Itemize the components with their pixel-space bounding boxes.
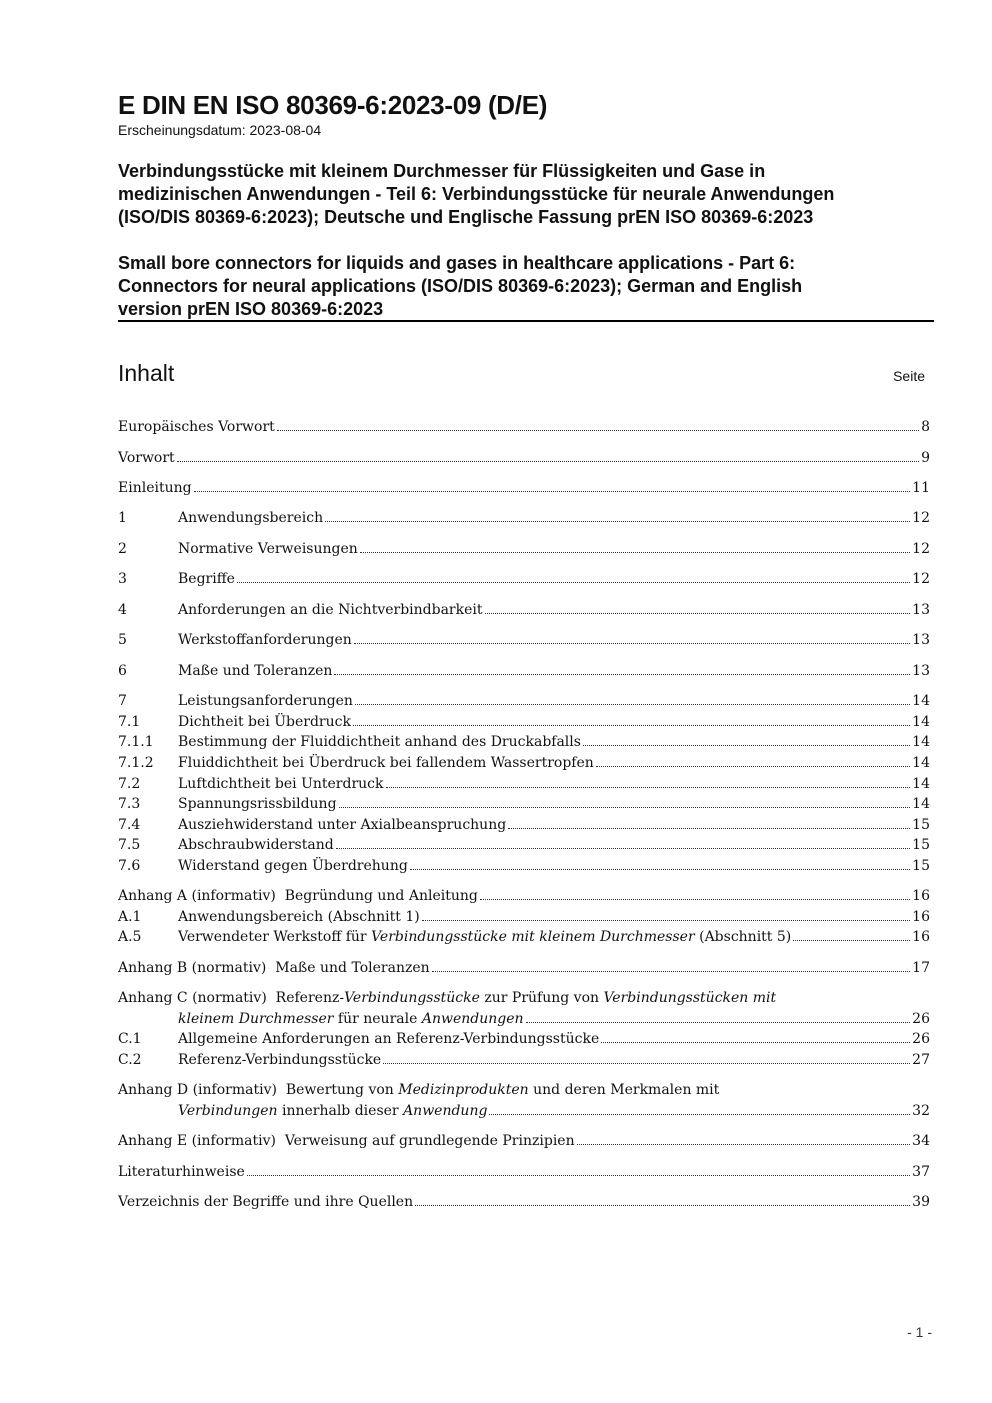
toc-entry-title (178, 1010, 524, 1028)
toc-entry-title: Normative Verweisungen (178, 541, 358, 557)
toc-entry-number: 2 (118, 541, 127, 557)
toc-leader-dots (277, 429, 919, 431)
toc-entry-title: Fluiddichtheit bei Überdruck bei fallendem Wassertropfen (178, 755, 594, 771)
toc-entry[interactable] (118, 836, 930, 854)
toc-leader-dots (360, 551, 910, 553)
toc-entry-page: 16 (912, 909, 930, 925)
toc-entry-title: Dichtheit bei Überdruck (178, 714, 351, 730)
toc-leader-dots (508, 827, 910, 829)
toc-entry[interactable] (118, 631, 930, 649)
toc-entry-number: 7.1.2 (118, 755, 154, 771)
toc-leader-dots (793, 939, 910, 941)
toc-leader-dots (526, 1021, 911, 1023)
toc-entry-page: 14 (912, 734, 930, 750)
toc-entry[interactable] (118, 479, 930, 497)
toc-entry-title: Einleitung (118, 480, 192, 496)
toc-entry-title: Widerstand gegen Überdrehung (178, 858, 408, 874)
toc-entry-page: 14 (912, 796, 930, 812)
toc-leader-dots (383, 1062, 910, 1064)
title-german-line: medizinischen Anwendungen - Teil 6: Verbindungsstücke für neurale Anwendungen (118, 184, 835, 204)
toc-leader-dots (583, 744, 910, 746)
toc-entry-number: 5 (118, 632, 127, 648)
toc-entry-title-part: innerhalb dieser (277, 1103, 404, 1119)
toc-entry[interactable] (118, 1132, 930, 1150)
toc-entry[interactable] (118, 692, 930, 710)
toc-leader-dots (386, 786, 911, 788)
toc-entry[interactable] (118, 908, 930, 926)
toc-entry-title-part: zur Prüfung von (479, 990, 604, 1006)
toc-entry-line2[interactable] (178, 1102, 930, 1120)
toc-entry-title-part: für neurale (333, 1011, 422, 1027)
toc-entry-title: Allgemeine Anforderungen an Referenz-Verbindungsstücke (178, 1031, 600, 1047)
toc-leader-dots (410, 868, 910, 870)
toc-leader-dots (177, 460, 919, 462)
toc-entry-number: 7.5 (118, 837, 141, 853)
toc-entry-number: 6 (118, 663, 127, 679)
toc-leader-dots (247, 1174, 910, 1176)
toc-entry[interactable] (118, 795, 930, 813)
toc-entry-number: 7.3 (118, 796, 141, 812)
toc-leader-dots (415, 1204, 910, 1206)
toc-leader-dots (353, 724, 910, 726)
toc-entry-page: 15 (912, 858, 930, 874)
toc-entry-title-italic: Verbindungsstücke mit kleinem Durchmesser (371, 929, 695, 945)
page-number: - 1 - (907, 1324, 932, 1340)
toc-leader-dots (339, 806, 911, 808)
toc-leader-dots (354, 642, 910, 644)
toc-entry-title: Literaturhinweise (118, 1164, 245, 1180)
title-english (118, 252, 938, 321)
toc-leader-dots (422, 919, 910, 921)
title-german-line: (ISO/DIS 80369-6:2023); Deutsche und Englische Fassung prEN ISO 80369-6:2023 (118, 207, 814, 227)
toc-entry-page: 12 (912, 571, 930, 587)
toc-entry-title: Maße und Toleranzen (178, 663, 333, 679)
toc-entry-page: 12 (912, 541, 930, 557)
toc-entry[interactable] (118, 509, 930, 527)
toc-leader-dots (336, 847, 911, 849)
toc-entry-page: 26 (912, 1031, 930, 1047)
toc-entry-title: Abschraubwiderstand (178, 837, 334, 853)
toc-entry[interactable] (118, 1193, 930, 1211)
title-german-line: Verbindungsstücke mit kleinem Durchmesser für Flüssigkeiten und Gase in (118, 161, 766, 181)
toc-leader-dots (489, 1113, 910, 1115)
toc-entry-page: 15 (912, 837, 930, 853)
toc-entry-page: 17 (912, 960, 930, 976)
toc-leader-dots (194, 490, 911, 492)
document-id: E DIN EN ISO 80369-6:2023-09 (D/E) (118, 90, 548, 120)
title-german (118, 160, 938, 229)
toc-entry-title: Verzeichnis der Begriffe und ihre Quellen (118, 1194, 414, 1210)
toc-entry[interactable] (118, 1030, 930, 1048)
toc-entry-number: 7.2 (118, 776, 141, 792)
toc-entry[interactable] (118, 540, 930, 558)
toc-entry-title: Werkstoffanforderungen (178, 632, 352, 648)
toc-entry-number: 7.4 (118, 817, 141, 833)
toc-entry-title: Referenz-Verbindungsstücke (178, 1052, 382, 1068)
toc-leader-dots (480, 898, 910, 900)
toc-entry[interactable] (118, 449, 930, 467)
toc-entry-title: Anhang A (informativ) Begründung und Anleitung (118, 888, 478, 904)
toc-entry-title: Spannungsrissbildung (178, 796, 337, 812)
toc-entry-page: 13 (912, 632, 930, 648)
toc-entry-page: 13 (912, 602, 930, 618)
toc-page-column-label: Seite (893, 368, 925, 384)
toc-entry-title-italic: Verbindungsstücke (344, 990, 480, 1006)
toc-leader-dots (237, 581, 910, 583)
toc-entry-title: Leistungsanforderungen (178, 693, 353, 709)
toc-entry-title: Begriffe (178, 571, 235, 587)
toc-entry-title-part: Anhang D (informativ) Bewertung von (118, 1082, 399, 1098)
toc-entry-number: 4 (118, 602, 127, 618)
toc-entry[interactable] (118, 816, 930, 834)
toc-entry-page: 27 (912, 1052, 930, 1068)
toc-heading: Inhalt (118, 360, 175, 386)
title-english-line: Connectors for neural applications (ISO/DIS 80369-6:2023); German and English (118, 276, 803, 296)
toc-entry-number: A.1 (118, 909, 142, 925)
toc-entry-title-italic: kleinem Durchmesser (178, 1011, 334, 1027)
title-divider (118, 320, 934, 322)
toc-entry[interactable] (118, 1163, 930, 1181)
toc-entry[interactable] (118, 887, 930, 905)
toc-entry-line1[interactable] (118, 1081, 719, 1099)
toc-entry-title: Luftdichtheit bei Unterdruck (178, 776, 384, 792)
toc-leader-dots (601, 1041, 910, 1043)
toc-entry[interactable] (118, 754, 930, 772)
toc-entry-page: 39 (912, 1194, 930, 1210)
toc-entry-title (178, 1102, 487, 1120)
title-english-line: version prEN ISO 80369-6:2023 (118, 299, 384, 319)
toc-entry-page: 14 (912, 693, 930, 709)
toc-entry-number: C.2 (118, 1052, 142, 1068)
toc-entry-page: 37 (912, 1164, 930, 1180)
toc-leader-dots (596, 765, 910, 767)
toc-entry-title-italic: Verbindungen (178, 1103, 278, 1119)
toc-entry-page: 34 (912, 1133, 930, 1149)
toc-entry-number: 3 (118, 571, 127, 587)
toc-entry-number: 7.1.1 (118, 734, 154, 750)
toc-leader-dots (355, 703, 910, 705)
toc-entry-title-part: (Abschnitt 5) (694, 929, 792, 945)
toc-entry-title-part: Verwendeter Werkstoff für (178, 929, 372, 945)
toc-entry[interactable] (118, 601, 930, 619)
toc-leader-dots (577, 1143, 911, 1145)
toc-entry-page: 8 (921, 419, 930, 435)
toc-entry-title-part: und deren Merkmalen mit (528, 1082, 720, 1098)
toc-entry[interactable] (118, 733, 930, 751)
toc-entry-page: 14 (912, 776, 930, 792)
toc-entry-title: Europäisches Vorwort (118, 419, 275, 435)
toc-entry-page: 9 (921, 450, 930, 466)
toc-leader-dots (325, 520, 910, 522)
toc-entry-page: 14 (912, 714, 930, 730)
toc-entry-page: 26 (912, 1011, 930, 1027)
toc-entry-number: 7.1 (118, 714, 141, 730)
publication-date: Erscheinungsdatum: 2023-08-04 (118, 122, 322, 138)
toc-entry-line2[interactable] (178, 1010, 930, 1028)
toc-entry-title-italic: Verbindungsstücken mit (603, 990, 777, 1006)
toc-entry[interactable] (118, 857, 930, 875)
toc-entry-page: 15 (912, 817, 930, 833)
toc-entry-title: Anhang E (informativ) Verweisung auf grundlegende Prinzipien (118, 1133, 575, 1149)
toc-entry[interactable] (118, 713, 930, 731)
toc-entry-title-italic: Medizinprodukten (398, 1082, 529, 1098)
toc-entry-page: 14 (912, 755, 930, 771)
toc-entry-title: Vorwort (118, 450, 175, 466)
toc-entry-title-italic: Anwendung (403, 1103, 488, 1119)
toc-entry[interactable] (118, 570, 930, 588)
toc-entry-title: Anhang B (normativ) Maße und Toleranzen (118, 960, 430, 976)
title-english-line: Small bore connectors for liquids and gases in healthcare applications - Part 6: (118, 253, 796, 273)
toc-entry-line1[interactable] (118, 989, 776, 1007)
toc-entry-title: Anforderungen an die Nichtverbindbarkeit (178, 602, 483, 618)
toc-entry-title: Anwendungsbereich (Abschnitt 1) (178, 909, 420, 925)
toc-entry[interactable] (118, 775, 930, 793)
toc-entry[interactable] (118, 959, 930, 977)
toc-entry[interactable] (118, 418, 930, 436)
toc-entry-page: 16 (912, 888, 930, 904)
toc-entry-title: Anwendungsbereich (178, 510, 324, 526)
toc-entry-title-part: Anhang C (normativ) Referenz- (118, 990, 345, 1006)
toc-entry-title: Bestimmung der Fluiddichtheit anhand des Druckabfalls (178, 734, 581, 750)
toc-entry[interactable] (118, 928, 930, 946)
toc-entry-page: 32 (912, 1103, 930, 1119)
toc-entry-number: C.1 (118, 1031, 142, 1047)
toc-entry-page: 12 (912, 510, 930, 526)
toc-entry-page: 16 (912, 929, 930, 945)
toc-entry-page: 11 (912, 480, 930, 496)
toc-entry-title (178, 928, 791, 946)
toc-leader-dots (485, 612, 911, 614)
toc-entry-page: 13 (912, 663, 930, 679)
toc-entry-number: A.5 (118, 929, 142, 945)
toc-entry-number: 7.6 (118, 858, 141, 874)
toc-entry[interactable] (118, 1051, 930, 1069)
toc-entry-title-italic: Anwendungen (421, 1011, 524, 1027)
toc-entry-number: 7 (118, 693, 127, 709)
toc-entry-title: Ausziehwiderstand unter Axialbeanspruchung (178, 817, 507, 833)
toc-entry[interactable] (118, 662, 930, 680)
toc-entry-number: 1 (118, 510, 127, 526)
toc-leader-dots (432, 970, 911, 972)
toc-leader-dots (334, 673, 910, 675)
